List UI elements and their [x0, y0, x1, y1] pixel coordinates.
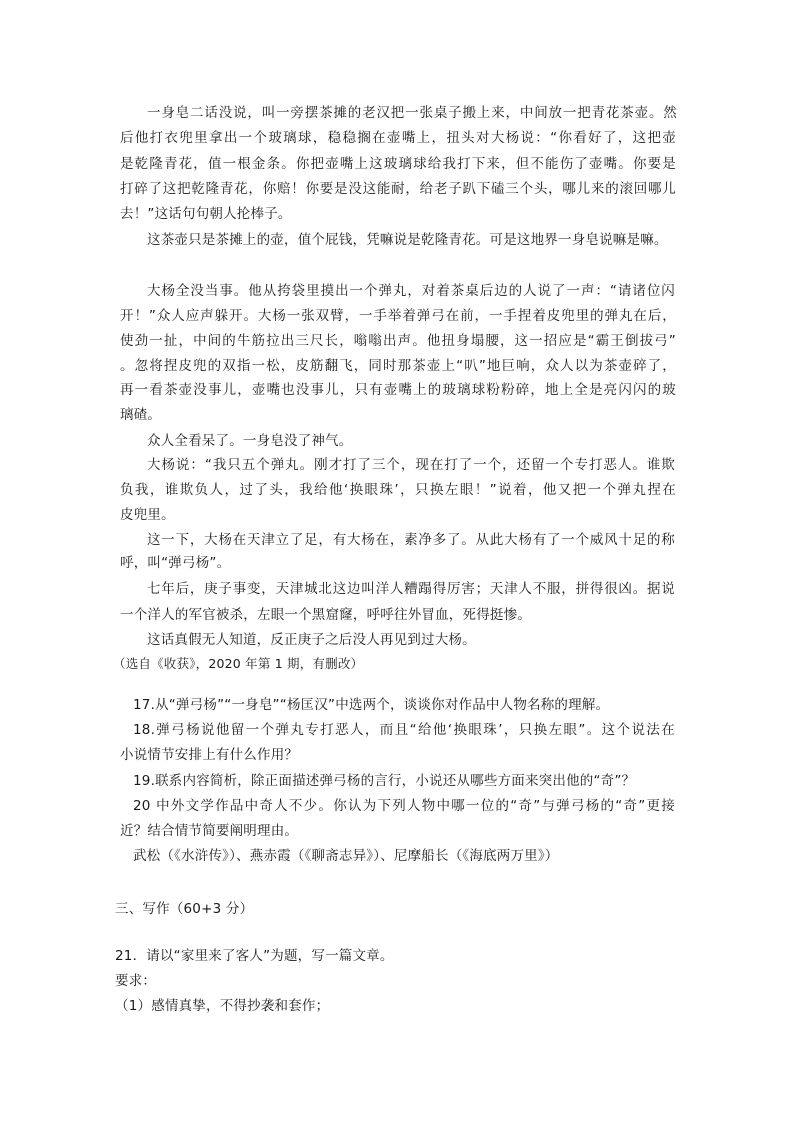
story-p8: 这话真假无人知道，反正庚子之后没人再见到过大杨。 [147, 632, 476, 648]
story-p3-line3: 使劲一扯，中间的牛筋拉出三尺长，嗡嗡出声。他扭身塌腰，这一招应是“霸王倒拔弓” [120, 333, 676, 349]
question-18-line1: 18.弹弓杨说他留一个弹丸专打恶人，而且“给他‘换眼珠’，只换左眼”。这个说法在 [133, 722, 675, 738]
question-20-line1: 20 中外文学作品中奇人不少。你认为下列人物中哪一位的“奇”与弹弓杨的“奇”更接 [133, 798, 675, 814]
story-p3-line6: 璃碴。 [120, 407, 162, 423]
story-p3-line5: 再一看茶壶没事儿，壶嘴也没事儿，只有壶嘴上的玻璃球粉粉碎，地上全是亮闪闪的玻 [120, 382, 676, 398]
story-p4: 众人全看呆了。一身皂没了神气。 [147, 433, 353, 449]
story-p1-line1: 一身皂二话没说，叫一旁摆茶摊的老汉把一张桌子搬上来，中间放一把青花茶壶。然 [147, 105, 677, 121]
story-p7-line2: 一个洋人的军官被杀，左眼一个黑窟窿，呼呼往外冒血，死得挺惨。 [120, 607, 531, 623]
story-p6-line2: 呼，叫“弹弓杨”。 [120, 555, 231, 571]
question-17: 17.从“弹弓杨”“一身皂”“杨匡汉”中选两个，谈谈你对作品中人物名称的理解。 [133, 697, 610, 713]
section-writing-title: 三、写作（60+3 分） [115, 901, 254, 917]
story-p7-line1: 七年后，庚子事变，天津城北这边叫洋人糟蹋得厉害；天津人不服，拼得很凶。据说 [147, 581, 675, 597]
story-p5-line3: 皮兜里。 [120, 507, 175, 523]
requirements-label: 要求： [115, 973, 157, 989]
story-p3-line1: 大杨全没当事。他从挎袋里摸出一个弹丸，对着茶桌后边的人说了一声：“请诸位闪 [147, 283, 675, 299]
story-p3-line4: 。忽将捏皮兜的双指一松，皮筋翻飞，同时那茶壶上“叭”地巨响，众人以为茶壶碎了， [120, 358, 676, 374]
story-p3-line2: 开！”众人应声躲开。大杨一张双臂，一手举着弹弓在前，一手捏着皮兜里的弹丸在后， [120, 308, 676, 324]
question-20-options: 武松（《水浒传》）、燕赤霞（《聊斋志异》）、尼摩船长（《海底两万里》） [133, 848, 559, 864]
story-p1-line5: 去！”这话句句朝人抡棒子。 [120, 206, 292, 222]
story-p5-line2: 负我，谁欺负人，过了头，我给他‘换眼珠’，只换左眼！”说着，他又把一个弹丸捏在 [120, 482, 676, 498]
story-p5-line1: 大杨说：“我只五个弹丸。刚才打了三个，现在打了一个，还留一个专打恶人。谁欺 [147, 457, 675, 473]
source-note: （选自《收获》，2020 年第 1 期，有删改） [113, 656, 364, 671]
question-18-line2: 小说情节安排上有什么作用？ [120, 747, 299, 763]
requirement-1: （1）感情真挚，不得抄袭和套作； [115, 998, 330, 1014]
story-p1-line4: 打碎了这把乾隆青花，你赔！你要是没这能耐，给老子趴下磕三个头，哪儿来的滚回哪儿 [120, 181, 676, 197]
story-p1-line2: 后他打衣兜里拿出一个玻璃球，稳稳搁在壶嘴上，扭头对大杨说：“你看好了，这把壶 [120, 130, 676, 146]
question-21: 21．请以“家里来了客人”为题，写一篇文章。 [115, 948, 394, 964]
story-p6-line1: 这一下，大杨在天津立了足，有大杨在，素净多了。从此大杨有了一个威风十足的称 [147, 532, 675, 548]
story-p1-line3: 是乾隆青花，值一根金条。你把壶嘴上这玻璃球给我打下来，但不能伤了壶嘴。你要是 [120, 156, 676, 172]
story-p2: 这茶壶只是茶摊上的壶，值个屁钱，凭嘛说是乾隆青花。可是这地界一身皂说嘛是嘛。 [147, 232, 668, 248]
question-19: 19.联系内容简析，除正面描述弹弓杨的言行，小说还从哪些方面来突出他的“奇”？ [133, 773, 636, 789]
question-20-line2: 近？结合情节简要阐明理由。 [120, 823, 299, 839]
